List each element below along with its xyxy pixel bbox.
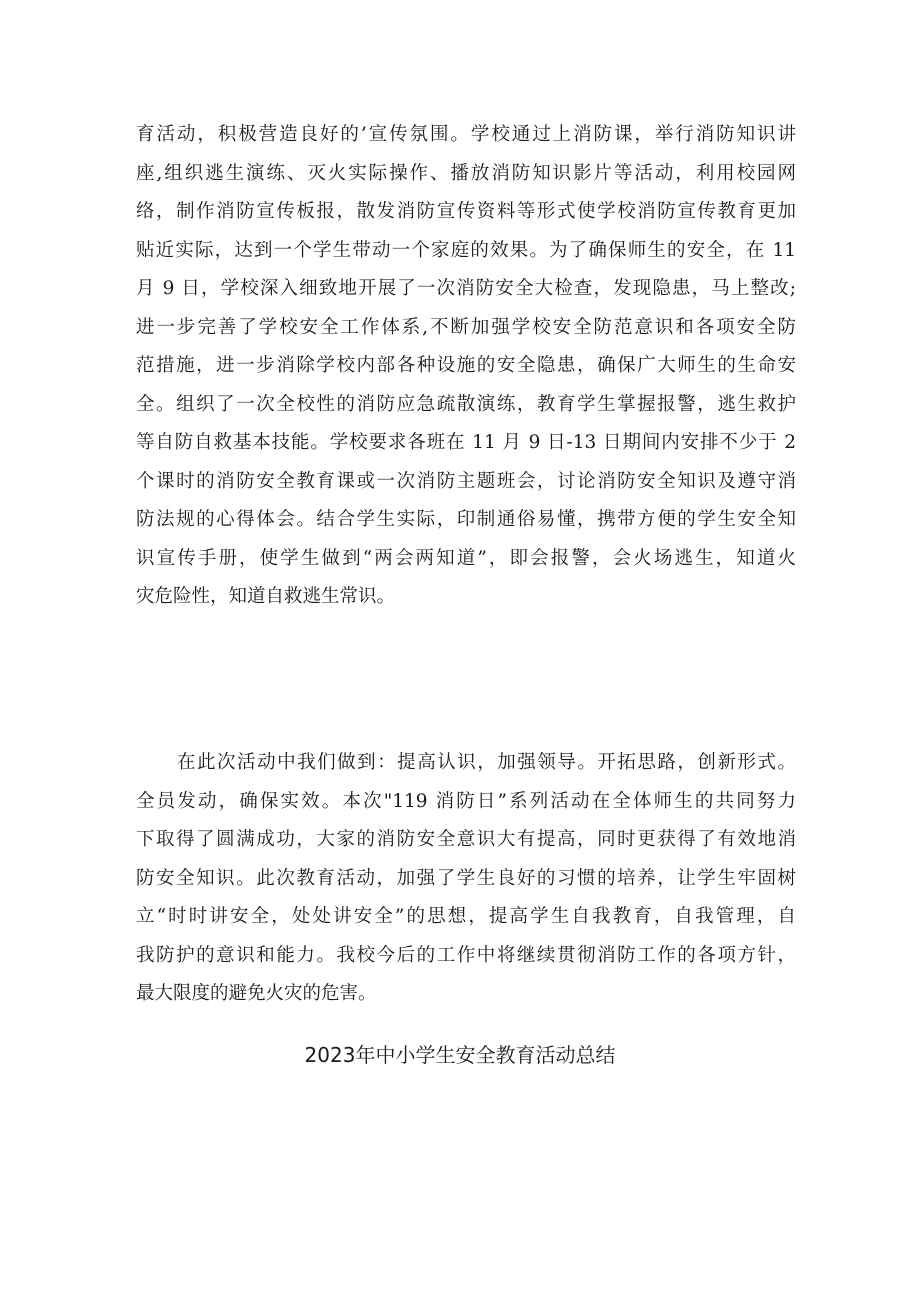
paragraph-fire-safety-activities	[136, 116, 796, 617]
paragraph-line: 贴近实际，达到一个学生带动一个家庭的效果。为了确保师生的安全，在 11	[136, 239, 796, 261]
paragraph-line: 等自防自救基本技能。学校要求各班在 11 月 9 日-13 日期间内安排不少于 2	[136, 432, 796, 453]
paragraph-line: 范措施，进一步消除学校内部各种设施的安全隐患，确保广大师生的生命安	[136, 355, 796, 376]
paragraph-line: 月 9 日，学校深入细致地开展了一次消防安全大检查，发现隐患，马上整改;	[136, 278, 796, 299]
paragraph-line: 识宣传手册，使学生做到“两会两知道”，即会报警，会火场逃生，知道火	[136, 547, 796, 569]
paragraph-line: 进一步完善了学校安全工作体系,不断加强学校安全防范意识和各项安全防	[136, 316, 796, 338]
paragraph-line: 个课时的消防安全教育课或一次消防主题班会，讨论消防安全知识及遵守消	[136, 470, 796, 492]
paragraph-activity-summary	[136, 744, 796, 1014]
paragraph-line: 灾危险性，知道自救逃生常识。	[136, 586, 396, 607]
paragraph-line: 最大限度的避免火灾的危害。	[136, 983, 377, 1004]
paragraph-line: 全员发动，确保实效。本次"119 消防日”系列活动在全体师生的共同努力	[136, 790, 796, 812]
paragraph-line: 我防护的意识和能力。我校今后的工作中将继续贯彻消防工作的各项方针，	[136, 944, 796, 966]
paragraph-line: 防安全知识。此次教育活动，加强了学生良好的习惯的培养，让学生牢固树	[136, 867, 796, 889]
paragraph-line: 全。组织了一次全校性的消防应急疏散演练，教育学生掌握报警，逃生救护	[136, 393, 796, 415]
paragraph-line: 防法规的心得体会。结合学生实际，印制通俗易懂，携带方便的学生安全知	[136, 509, 796, 530]
paragraph-line: 立“时时讲安全，处处讲安全”的思想，提高学生自我教育，自我管理，自	[136, 906, 796, 927]
paragraph-line: 育活动，积极营造良好的’宣传氛围。学校通过上消防课，举行消防知识讲	[136, 124, 796, 145]
paragraph-line: 络，制作消防宣传板报，散发消防宣传资料等形式使学校消防宣传教育更加	[136, 201, 796, 222]
paragraph-line: 在此次活动中我们做到：提高认识，加强领导。开拓思路，创新形式。	[177, 752, 796, 773]
paragraph-line: 下取得了圆满成功，大家的消防安全意识大有提高，同时更获得了有效地消	[136, 829, 796, 850]
paragraph-line: 座,组织逃生演练、灭火实际操作、播放消防知识影片等活动，利用校园网	[136, 162, 796, 184]
section-heading: 2023年中小学生安全教育活动总结	[304, 1043, 616, 1067]
